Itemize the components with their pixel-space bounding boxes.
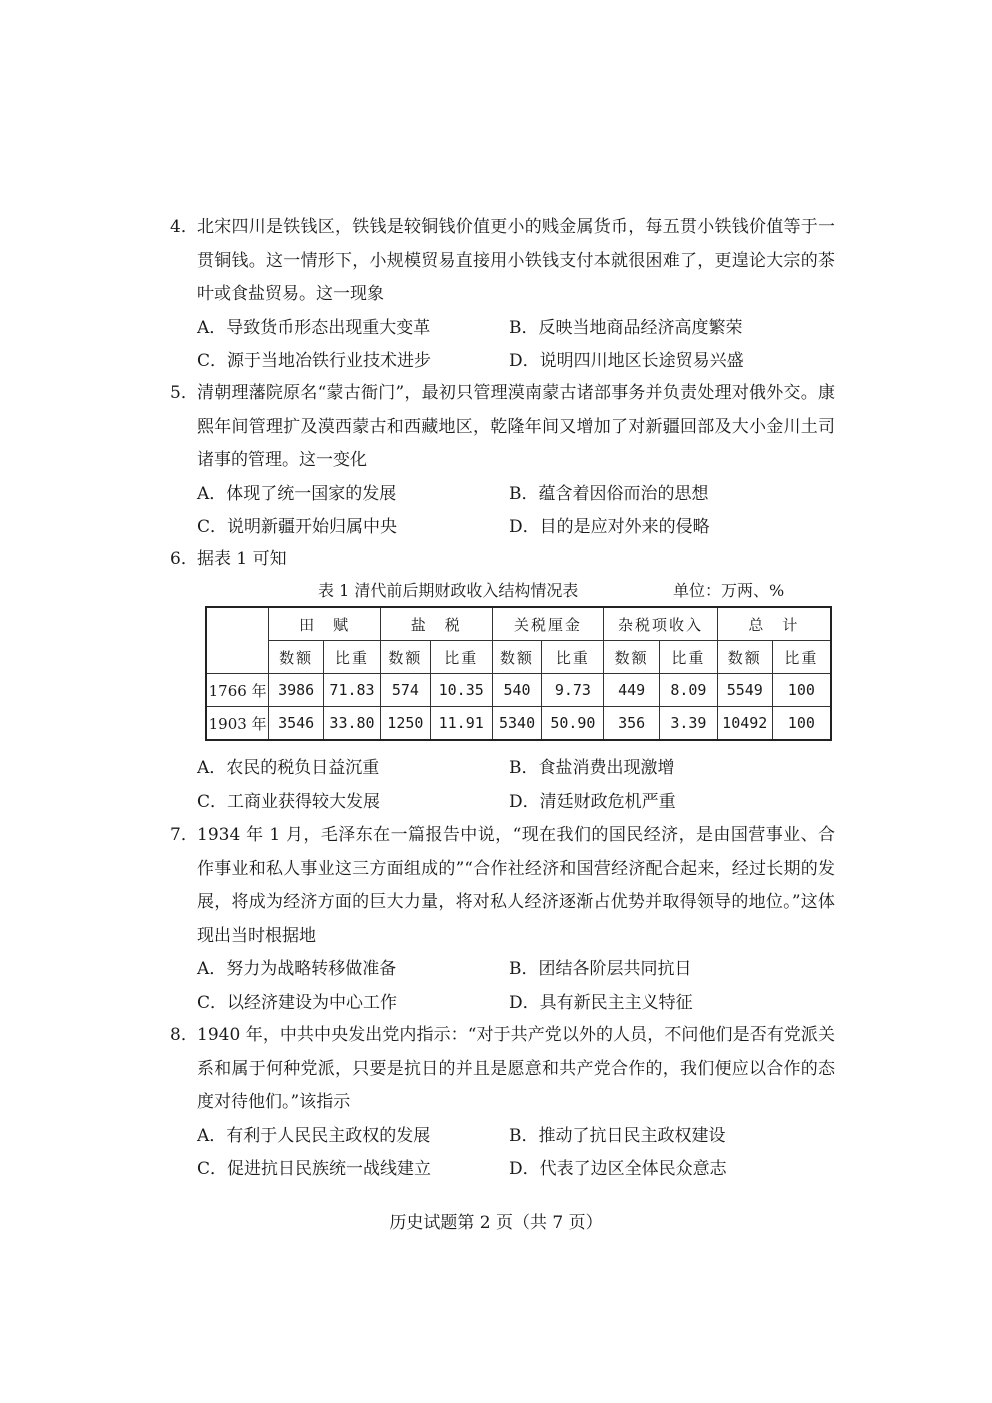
option-d: D．清廷财政危机严重 <box>509 791 676 812</box>
question-4 <box>170 211 835 379</box>
option-b: B．蕴含着因俗而治的思想 <box>509 483 709 504</box>
option-b: B．反映当地商品经济高度繁荣 <box>509 317 743 338</box>
option-list <box>170 478 835 545</box>
table-cell: 71.83 <box>324 674 381 707</box>
table-header-row <box>206 607 831 641</box>
table-cell: 5549 <box>717 674 772 707</box>
table-cell: 540 <box>492 674 542 707</box>
question-7 <box>170 819 835 1020</box>
column-subheader: 比重 <box>660 641 718 674</box>
question-stem <box>170 1019 835 1120</box>
option-d: D．说明四川地区长途贸易兴盛 <box>509 351 744 371</box>
option-list <box>170 312 835 379</box>
question-stem <box>170 543 835 577</box>
question-text: 1940 年，中共中央发出党内指示：“对于共产党以外的人员，不问他们是否有党派关系和属于何种党派，只要是抗日的并且是愿意和共产党合作的，我们便应以合作的态度对待他们。”该指示 <box>197 1025 835 1112</box>
option-a: A．农民的税负日益沉重 <box>197 758 380 778</box>
year-cell: 1903 年 <box>206 707 269 741</box>
table-row <box>206 674 831 707</box>
option-list <box>170 752 835 819</box>
column-subheader: 比重 <box>430 641 492 674</box>
table-cell: 449 <box>604 674 660 707</box>
option-d: D．代表了边区全体民众意志 <box>509 1159 727 1179</box>
table-caption <box>205 576 835 606</box>
column-group-header: 关税厘金 <box>492 607 604 641</box>
finance-table <box>205 606 832 741</box>
option-a: A．体现了统一国家的发展 <box>197 483 397 504</box>
option-b: B．团结各阶层共同抗日 <box>509 959 692 979</box>
question-text: 1934 年 1 月，毛泽东在一篇报告中说，“现在我们的国民经济，是由国营事业、合作事业和私人事业这三方面组成的”“合作社经济和国营经济配合起来，经过长期的发展，将成为经济方面的巨大力量，将对私人经济逐渐占优势并取得领导的地位。”这体现出当时根据地 <box>197 825 835 946</box>
column-group-header: 田 赋 <box>269 607 381 641</box>
option-c: C．工商业获得较大发展 <box>197 791 381 812</box>
column-subheader: 数额 <box>492 641 542 674</box>
option-b: B．食盐消费出现激增 <box>509 758 675 778</box>
table-cell: 33.80 <box>324 707 381 741</box>
option-list <box>170 953 835 1020</box>
question-text: 北宋四川是铁钱区，铁钱是较铜钱价值更小的贱金属货币，每五贯小铁钱价值等于一贯铜钱。这一情形下，小规模贸易直接用小铁钱支付本就很困难了，更遑论大宗的茶叶或食盐贸易。这一现象 <box>197 217 835 304</box>
table-cell: 3.39 <box>660 707 718 741</box>
table-cell: 10492 <box>717 707 772 741</box>
column-subheader: 比重 <box>772 641 831 674</box>
option-d: D．具有新民主主义特征 <box>509 992 693 1013</box>
corner-cell <box>206 607 269 674</box>
table-row <box>206 707 831 741</box>
table-subheader-row <box>206 641 831 674</box>
option-b: B．推动了抗日民主政权建设 <box>509 1125 726 1146</box>
question-number: 6． <box>170 549 198 569</box>
option-a: A．有利于人民民主政权的发展 <box>197 1125 431 1146</box>
question-text: 据表 1 可知 <box>197 549 287 569</box>
table-cell: 9.73 <box>542 674 604 707</box>
table-cell: 1250 <box>380 707 430 741</box>
option-c: C．源于当地冶铁行业技术进步 <box>197 351 432 371</box>
column-subheader: 比重 <box>324 641 381 674</box>
question-number: 4． <box>170 217 198 237</box>
column-subheader: 数额 <box>269 641 324 674</box>
column-subheader: 比重 <box>542 641 604 674</box>
question-8 <box>170 1019 835 1187</box>
option-c: C．促进抗日民族统一战线建立 <box>197 1159 432 1179</box>
table-cell: 50.90 <box>542 707 604 741</box>
option-c: C．说明新疆开始归属中央 <box>197 517 398 537</box>
column-subheader: 数额 <box>604 641 660 674</box>
table-unit: 单位：万两、% <box>673 581 785 600</box>
option-list <box>170 1120 835 1187</box>
table-cell: 100 <box>772 707 831 741</box>
table-title: 表 1 清代前后期财政收入结构情况表 <box>318 581 579 600</box>
option-a: A．导致货币形态出现重大变革 <box>197 317 431 338</box>
page-footer: 历史试题第 2 页（共 7 页） <box>389 1213 603 1233</box>
table-cell: 3986 <box>269 674 324 707</box>
question-6-options <box>170 752 835 819</box>
table-cell: 11.91 <box>430 707 492 741</box>
table-cell: 100 <box>772 674 831 707</box>
column-subheader: 数额 <box>717 641 772 674</box>
option-a: A．努力为战略转移做准备 <box>197 959 397 979</box>
question-text: 清朝理藩院原名“蒙古衙门”，最初只管理漠南蒙古诸部事务并负责处理对俄外交。康熙年间管理扩及漠西蒙古和西藏地区，乾隆年间又增加了对新疆回部及大小金川土司诸事的管理。这一变化 <box>197 383 835 470</box>
column-group-header: 杂税项收入 <box>604 607 717 641</box>
question-6 <box>170 543 835 577</box>
question-stem <box>170 211 835 312</box>
question-number: 8． <box>170 1025 198 1045</box>
column-subheader: 数额 <box>380 641 430 674</box>
column-group-header: 盐 税 <box>380 607 492 641</box>
question-5 <box>170 377 835 545</box>
question-stem <box>170 819 835 953</box>
option-c: C．以经济建设为中心工作 <box>197 992 398 1013</box>
option-d: D．目的是应对外来的侵略 <box>509 517 710 537</box>
question-number: 7． <box>170 825 198 845</box>
question-number: 5． <box>170 383 198 403</box>
table-cell: 5340 <box>492 707 542 741</box>
column-group-header: 总 计 <box>717 607 831 641</box>
table-cell: 8.09 <box>660 674 718 707</box>
table-cell: 356 <box>604 707 660 741</box>
table-cell: 574 <box>380 674 430 707</box>
table-cell: 3546 <box>269 707 324 741</box>
table-cell: 10.35 <box>430 674 492 707</box>
year-cell: 1766 年 <box>206 674 269 707</box>
question-stem <box>170 377 835 478</box>
